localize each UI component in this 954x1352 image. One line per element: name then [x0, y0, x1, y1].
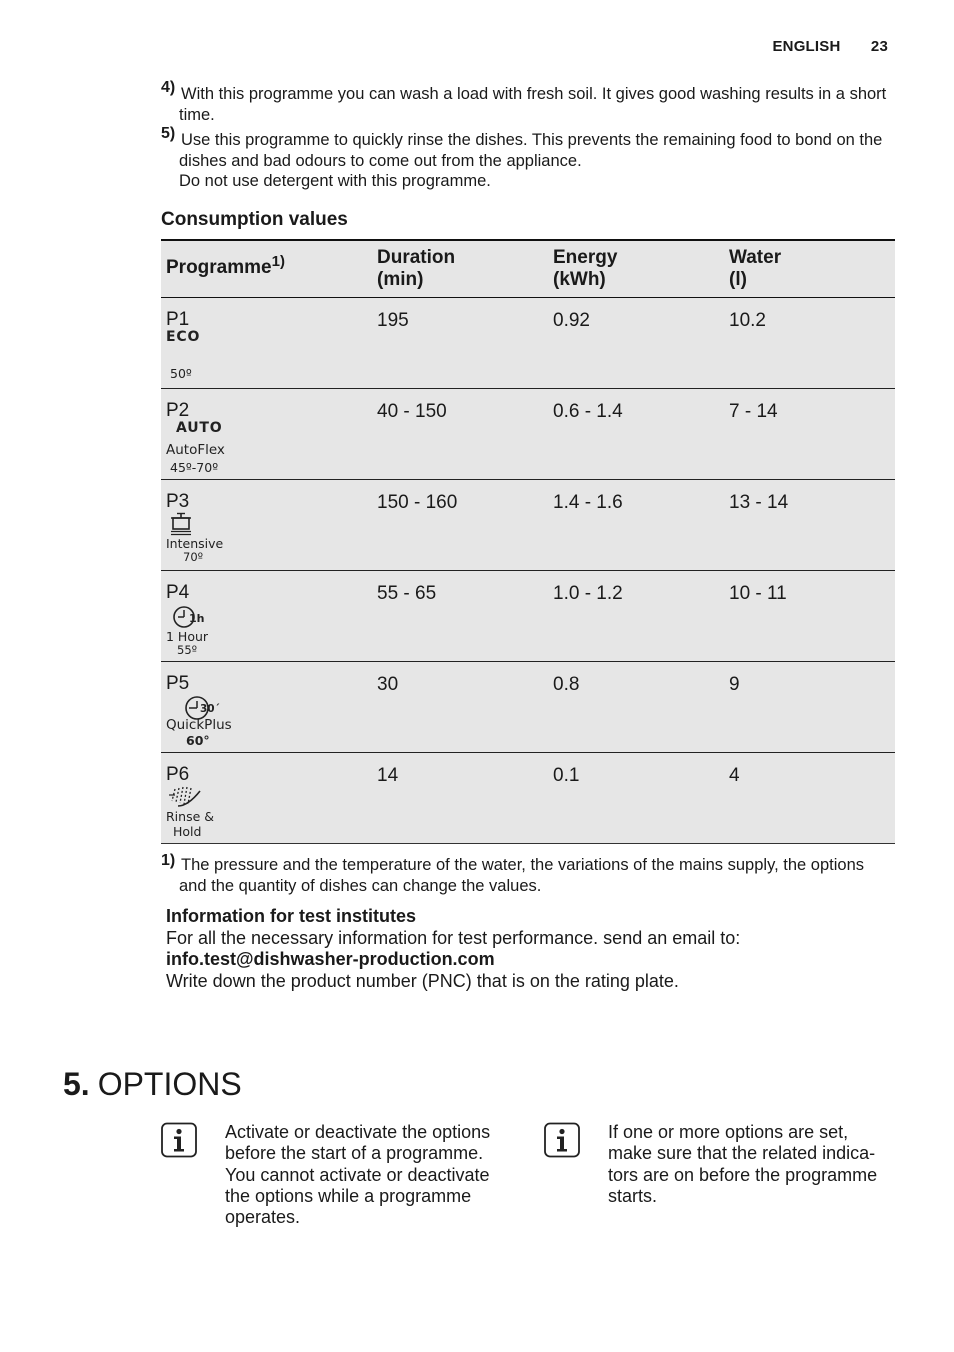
- test-institutes-info: [166, 906, 896, 992]
- programme-name: 1 Hour: [166, 628, 209, 644]
- section-title: Consumption values: [161, 209, 348, 230]
- programme-temperature: 60°: [186, 732, 210, 748]
- pot-icon: [166, 512, 196, 536]
- programme-cell: [161, 661, 377, 752]
- programme-name: Intensive: [166, 535, 224, 551]
- energy-cell: 0.92: [553, 309, 590, 331]
- auto-symbol: [166, 421, 377, 475]
- programme-temperature: 70º: [183, 549, 204, 564]
- programme-temperature: 55º: [177, 642, 198, 657]
- energy-cell: 1.4 - 1.6: [553, 491, 623, 513]
- duration-cell: 30: [377, 673, 399, 695]
- page-header: [772, 38, 888, 55]
- energy-cell: 0.6 - 1.4: [553, 400, 623, 422]
- quickplus-symbol: [166, 694, 377, 748]
- one-hour-symbol: [166, 603, 377, 657]
- header-water: Water (l): [729, 247, 782, 290]
- info-icon: [161, 1122, 197, 1158]
- intensive-symbol: [166, 512, 377, 564]
- water-cell: 4: [729, 764, 740, 786]
- footnote-marker: 5): [161, 125, 176, 142]
- programme-code: P1: [166, 308, 190, 330]
- energy-cell: 1.0 - 1.2: [553, 582, 623, 604]
- programme-cell: [161, 479, 377, 570]
- svg-text:1h: 1h: [189, 611, 205, 625]
- water-cell: 7 - 14: [729, 400, 778, 422]
- page-number: 23: [870, 38, 888, 55]
- programme-code: P4: [166, 581, 190, 603]
- rinse-hold-symbol: [166, 785, 377, 839]
- header-duration: Duration (min): [377, 247, 456, 290]
- programme-temperature: 45º-70º: [170, 459, 219, 475]
- chapter-heading: [63, 1064, 242, 1104]
- table-row: [161, 479, 895, 570]
- table-row: [161, 752, 895, 843]
- header-energy: Energy (kWh): [553, 247, 618, 290]
- info-title: Information for test institutes: [166, 906, 417, 926]
- language-label: ENGLISH: [772, 38, 841, 55]
- programme-cell: [161, 570, 377, 661]
- info-line-2: Write down the product number (PNC) that is on the rating plate.: [166, 970, 679, 991]
- footnote-text-2: Do not use detergent with this programme.: [179, 172, 491, 190]
- programme-cell: [161, 297, 377, 388]
- duration-cell: 150 - 160: [377, 491, 458, 513]
- programme-code: P3: [166, 490, 190, 512]
- table-row: [161, 661, 895, 752]
- table-row: [161, 570, 895, 661]
- programme-cell: [161, 752, 377, 843]
- rinse-spray-icon: [166, 785, 206, 809]
- programme-name: QuickPlus: [166, 716, 232, 733]
- footnote-marker: 1): [161, 852, 176, 869]
- svg-text:30´: 30´: [200, 702, 220, 715]
- chapter-title: OPTIONS: [97, 1066, 242, 1102]
- water-cell: 10.2: [729, 309, 766, 331]
- footnote-text: Use this programme to quickly rinse the dishes. This prevents the remaining food to bond on the dishes and bad odours to come out from the appliance.: [179, 131, 883, 170]
- chapter-number: 5.: [63, 1066, 90, 1102]
- note-text: If one or more options are set, make sure that the related indica- tors are on before the programme starts.: [608, 1122, 878, 1206]
- clock-30-icon: [166, 694, 222, 720]
- energy-cell: 0.8: [553, 673, 580, 695]
- duration-cell: 40 - 150: [377, 400, 447, 422]
- table-row: [161, 388, 895, 479]
- info-line: For all the necessary information for test performance. send an email to:: [166, 927, 741, 948]
- water-cell: 9: [729, 673, 740, 695]
- water-cell: 10 - 11: [729, 582, 787, 604]
- duration-cell: 55 - 65: [377, 582, 437, 604]
- programme-code: P2: [166, 399, 190, 421]
- info-icon: [544, 1122, 580, 1158]
- energy-cell: 0.1: [553, 764, 580, 786]
- duration-cell: 195: [377, 309, 409, 331]
- footnote-4: [161, 79, 896, 125]
- header-programme: Programme$^{1)}$: [166, 253, 285, 278]
- programme-name-2: Hold: [173, 823, 202, 839]
- programme-temperature: 50º: [170, 365, 192, 381]
- programme-code: P5: [166, 672, 190, 694]
- programme-name: AutoFlex: [166, 441, 225, 458]
- footnote-5: [161, 125, 896, 192]
- water-cell: 13 - 14: [729, 491, 789, 513]
- eco-label: ECO: [166, 328, 201, 345]
- footnote-marker: 4): [161, 79, 176, 96]
- programme-cell: [161, 388, 377, 479]
- table-footnote: [161, 852, 896, 896]
- note-text: Activate or deactivate the options before the start of a programme. You cannot activate or deactivate the options while a programme operates.: [225, 1122, 491, 1228]
- footnote-text: With this programme you can wash a load with fresh soil. It gives good washing results in a short time.: [179, 85, 887, 124]
- duration-cell: 14: [377, 764, 399, 786]
- consumption-table: [161, 239, 895, 844]
- programme-name: Rinse &: [166, 808, 215, 824]
- footnote-text: The pressure and the temperature of the water, the variations of the mains supply, the options and the quantity of dishes can change the values.: [179, 856, 865, 895]
- info-email: info.test@dishwasher-production.com: [166, 949, 495, 969]
- table-row: [161, 297, 895, 388]
- programme-code: P6: [166, 763, 190, 785]
- table-header-row: [161, 240, 895, 297]
- eco-symbol: [166, 330, 377, 381]
- clock-1h-icon: [166, 603, 210, 629]
- auto-label: AUTO: [176, 419, 223, 436]
